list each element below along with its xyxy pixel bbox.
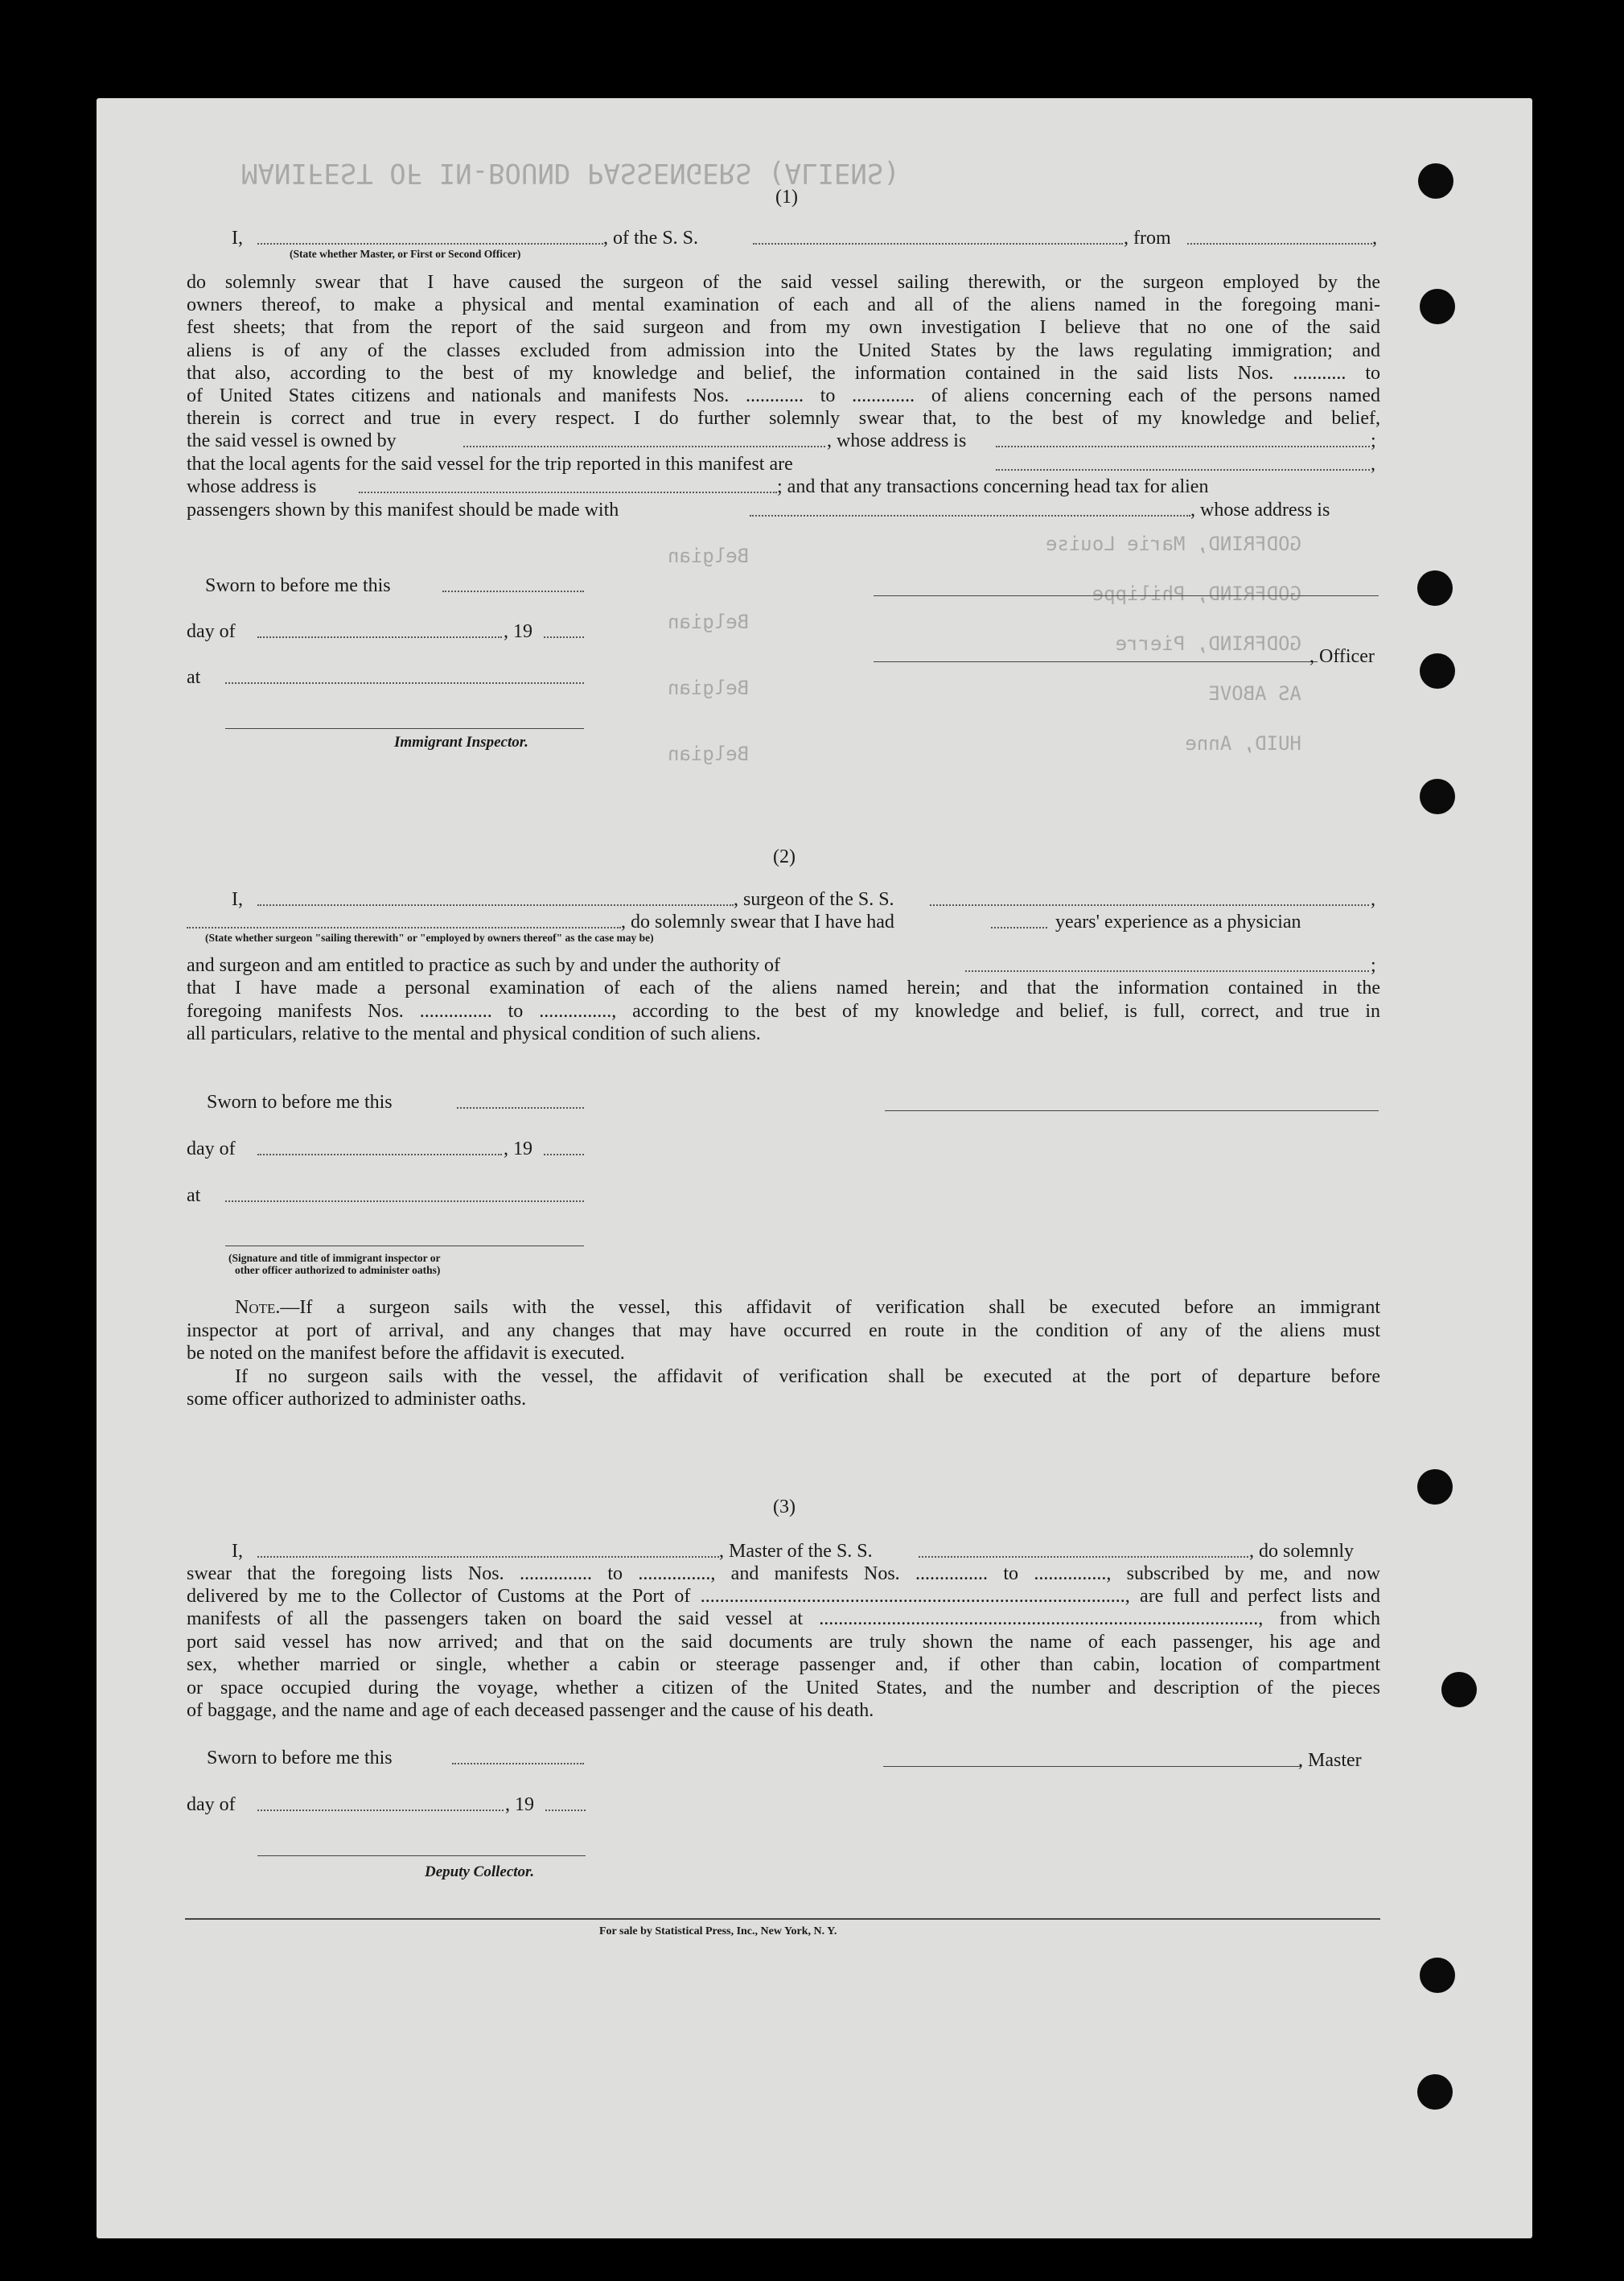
surgeon-of-label: , surgeon of the S. S. <box>734 889 894 910</box>
signature-caption-2: other officer authorized to administer oaths) <box>235 1264 441 1276</box>
master-name-field-3[interactable] <box>257 1556 719 1558</box>
sworn-date-field[interactable] <box>442 591 584 592</box>
punch-hole <box>1420 779 1455 814</box>
local-agents-field[interactable] <box>996 469 1370 471</box>
local-agents-label: that the local agents for the said vessel for the trip reported in this manifest are <box>187 454 793 475</box>
whose-address-label-3: , whose address is <box>1190 500 1330 521</box>
year-label: , 19 <box>504 621 532 642</box>
note-label: Note. <box>235 1297 281 1318</box>
oath-line: of United States citizens and nationals and manifests Nos. ............ to ............. of aliens concerning each of the persons named <box>187 385 1380 406</box>
punch-hole <box>1441 1672 1477 1707</box>
swear-had-label: , do solemnly swear that I have had <box>621 912 894 933</box>
comma: , <box>1371 889 1375 910</box>
month-field-3[interactable] <box>257 1810 504 1811</box>
day-of-label-2: day of <box>187 1138 236 1159</box>
passengers-label: passengers shown by this manifest should be made with <box>187 500 619 521</box>
from-label: , from <box>1124 228 1171 249</box>
sworn-label-3: Sworn to before me this <box>207 1748 393 1768</box>
from-port-field[interactable] <box>1187 243 1372 245</box>
master-caption: (State whether Master, or First or Second Officer) <box>290 248 521 260</box>
head-tax-party-field[interactable] <box>750 515 1190 517</box>
owned-by-label: the said vessel is owned by <box>187 430 397 451</box>
of-ss-label: , of the S. S. <box>603 228 699 249</box>
surgeon-name-field[interactable] <box>257 904 734 906</box>
master-label: , Master <box>1298 1750 1362 1771</box>
years-field[interactable] <box>991 927 1047 928</box>
punch-hole <box>1417 1469 1453 1505</box>
year-field-3[interactable] <box>545 1810 586 1811</box>
section-2-number: (2) <box>773 846 796 867</box>
ship-name-field-3[interactable] <box>919 1556 1248 1558</box>
oath-line: that also, according to the best of my knowledge and belief, the information contained in the said lists Nos. ........... to <box>187 363 1380 384</box>
at-field-2[interactable] <box>225 1200 584 1202</box>
comma: , <box>1372 228 1377 249</box>
punch-hole <box>1418 163 1453 199</box>
surgeon-caption: (State whether surgeon "sailing therewith" or "employed by owners thereof" as the case may be) <box>205 932 654 944</box>
owner-address-field[interactable] <box>996 446 1370 447</box>
oath-line: of baggage, and the name and age of each deceased passenger and the cause of his death. <box>187 1700 874 1721</box>
day-of-label: day of <box>187 621 236 642</box>
officer-signature-line-2[interactable] <box>225 1245 584 1246</box>
punch-hole <box>1417 570 1453 606</box>
semicolon: ; <box>1371 430 1376 451</box>
year-field[interactable] <box>544 636 584 638</box>
oath-line: port said vessel has now arrived; and that on the said documents are truly shown the name of each passenger, his age and <box>187 1632 1380 1653</box>
note-line: inspector at port of arrival, and any changes that may have occurred en route in the condition of any of the aliens must <box>187 1320 1380 1341</box>
years-label: years' experience as a physician <box>1055 912 1301 933</box>
master-of-label: , Master of the S. S. <box>719 1541 873 1562</box>
agent-address-label: whose address is <box>187 476 317 497</box>
oath-line: all particulars, relative to the mental and physical condition of such aliens. <box>187 1023 761 1044</box>
note-line: be noted on the manifest before the affidavit is executed. <box>187 1343 625 1364</box>
surgeon-signature-line[interactable] <box>885 1110 1379 1111</box>
inspector-label: Immigrant Inspector. <box>394 734 528 751</box>
year-label-3: , 19 <box>505 1794 534 1815</box>
deputy-collector-signature-line[interactable] <box>257 1855 586 1856</box>
head-tax-label: ; and that any transactions concerning head tax for alien <box>777 476 1209 497</box>
year-label-2: , 19 <box>504 1138 532 1159</box>
master-name-field[interactable] <box>257 243 603 245</box>
punch-hole <box>1420 1958 1455 1993</box>
semicolon: ; <box>1371 955 1376 976</box>
sworn-date-field-2[interactable] <box>457 1107 584 1109</box>
section-2-i: I, <box>232 889 243 910</box>
officer-signature-line[interactable] <box>874 661 1318 662</box>
day-of-label-3: day of <box>187 1794 236 1815</box>
do-solemnly-label: , do solemnly <box>1249 1541 1354 1562</box>
comma: , <box>1371 454 1375 475</box>
authority-field[interactable] <box>965 970 1369 972</box>
master-signature-line[interactable] <box>883 1766 1301 1767</box>
section-1-i: I, <box>232 228 243 249</box>
whose-address-label: , whose address is <box>827 430 967 451</box>
year-field-2[interactable] <box>544 1154 584 1155</box>
deputy-collector-label: Deputy Collector. <box>425 1863 535 1880</box>
bleed-through-names: GODFRIND, Marie Louise GODFRIND, Philippe GODFRIND, Pierre AS ABOVE HUID, Anne <box>1046 533 1301 755</box>
oath-line: that I have made a personal examination of each of the aliens named herein; and that the information contained in the <box>187 978 1380 998</box>
section-3-number: (3) <box>773 1497 796 1517</box>
punch-hole <box>1420 289 1455 324</box>
oath-line: sex, whether married or single, whether a cabin or steerage passenger and, if other than cabin, location of compartment <box>187 1654 1380 1675</box>
section-1-number: (1) <box>775 187 798 208</box>
oath-line: or space occupied during the voyage, whether a citizen of the United States, and the number and description of the pieces <box>187 1678 1380 1698</box>
oath-line: owners thereof, to make a physical and mental examination of each and all of the aliens named in the foregoing mani- <box>187 294 1380 315</box>
at-label: at <box>187 667 201 688</box>
punch-hole <box>1417 2074 1453 2110</box>
oath-line: do solemnly swear that I have caused the surgeon of the said vessel sailing therewith, or the surgeon employed by the <box>187 272 1380 293</box>
bleed-through-header: MANIFEST OF IN-BOUND PASSENGERS (ALIENS) <box>241 157 900 189</box>
oath-line: aliens is of any of the classes excluded from admission into the United States by the laws regulating immigration; and <box>187 340 1380 361</box>
sworn-label-2: Sworn to before me this <box>207 1092 393 1113</box>
officer-label: , Officer <box>1309 646 1375 667</box>
owner-field[interactable] <box>463 446 825 447</box>
printer-credit: For sale by Statistical Press, Inc., New York, N. Y. <box>599 1925 837 1937</box>
oath-line: fest sheets; that from the report of the said surgeon and from my own investigation I believe that no one of the said <box>187 317 1380 338</box>
signature-caption-1: (Signature and title of immigrant inspector or <box>228 1252 441 1264</box>
sworn-label: Sworn to before me this <box>205 575 391 596</box>
oath-line: delivered by me to the Collector of Customs at the Port of ........................................................................................, are full and perfect lists and <box>187 1586 1380 1607</box>
note-line: —If a surgeon sails with the vessel, this affidavit of verification shall be executed before an immigrant <box>280 1297 1380 1318</box>
surgeon-type-field[interactable] <box>187 927 621 928</box>
punch-hole <box>1420 653 1455 689</box>
officer-signature-line-upper[interactable] <box>874 595 1379 596</box>
authority-label: and surgeon and am entitled to practice as such by and under the authority of <box>187 955 780 976</box>
sworn-date-field-3[interactable] <box>452 1763 584 1764</box>
oath-line: therein is correct and true in every respect. I do further solemnly swear that, to the best of my knowledge and belief, <box>187 408 1380 429</box>
oath-line: swear that the foregoing lists Nos. ............... to ..............., and manifests Nos. ............... to ..............., subscribed by me, and now <box>187 1563 1380 1584</box>
month-field-2[interactable] <box>257 1154 502 1155</box>
note-line: If no surgeon sails with the vessel, the affidavit of verification shall be executed at the port of departure before <box>235 1366 1380 1387</box>
oath-line: foregoing manifests Nos. ............... to ..............., according to the best of my knowledge and belief, is full, correct, and true in <box>187 1001 1380 1022</box>
inspector-signature-line[interactable] <box>225 728 584 729</box>
at-field[interactable] <box>225 682 584 684</box>
footer-rule <box>185 1918 1380 1920</box>
at-label-2: at <box>187 1185 201 1206</box>
surgeon-ship-field[interactable] <box>930 904 1369 906</box>
ship-name-field[interactable] <box>753 243 1123 245</box>
section-3-i: I, <box>232 1541 243 1562</box>
agent-address-field[interactable] <box>359 492 777 493</box>
month-field[interactable] <box>257 636 502 638</box>
oath-line: manifests of all the passengers taken on board the said vessel at ..........................................................................................., from which <box>187 1608 1380 1629</box>
bleed-through-nationality: Belgian Belgian Belgian Belgian <box>668 545 750 765</box>
note-line: some officer authorized to administer oaths. <box>187 1389 527 1410</box>
